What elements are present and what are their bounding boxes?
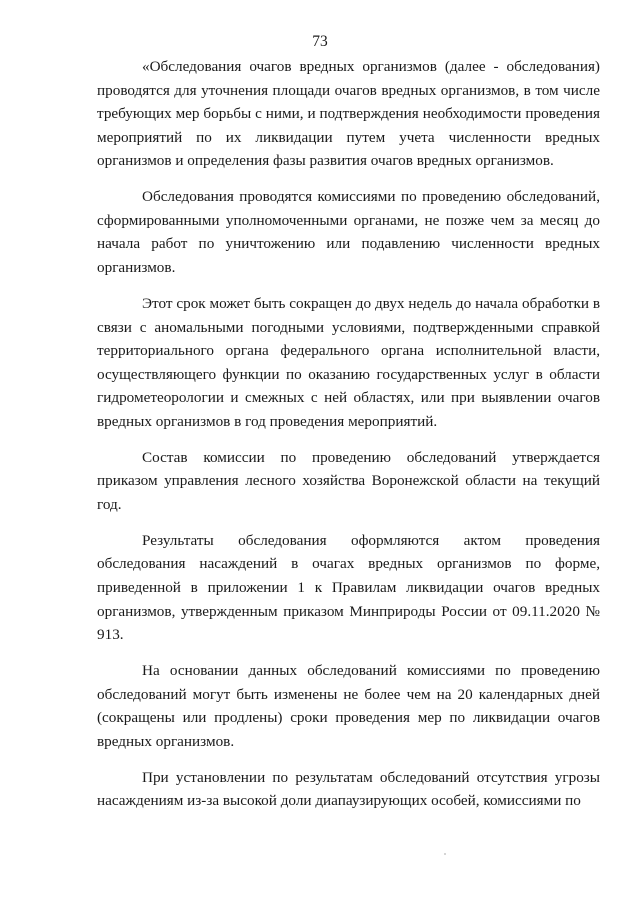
paragraph-survey-results: Результаты обследования оформляются актом проведения обследования насаждений в очагах вредных организмов по форме, приведенной в приложении 1 к Правилам ликвидации очагов вредных организмов, утвержденным приказом Минприроды России от 09.11.2020 № 913.	[97, 531, 600, 644]
paragraph-threat-absence: При установлении по результатам обследований отсутствия угрозы насаждениям из-за высокой доли диапаузирующих особей, комиссиями по	[97, 768, 600, 810]
paragraph-commission-composition: Состав комиссии по проведению обследований утверждается приказом управления лесного хозяйства Воронежской области на текущий год.	[97, 448, 600, 513]
paragraph-term-changes: На основании данных обследований комиссиями по проведению обследований могут быть изменены не более чем на 20 календарных дней (сокращены или продлены) сроки проведения мер по ликвидации очагов вредных организмов.	[97, 662, 600, 750]
paragraph-survey-purpose: «Обследования очагов вредных организмов (далее - обследования) проводятся для уточнения площади очагов вредных организмов, в том числе требующих мер борьбы с ними, и подтверждения необходимости проведения мероприятий по их ликвидации путем учета численности вредных организмов и определения фазы развития очагов вредных организмов.	[97, 58, 600, 170]
paragraph-survey-commissions: Обследования проводятся комиссиями по проведению обследований, сформированными уполномоченными органами, не позже чем за месяц до начала работ по уничтожению или подавлению численности вредных организмов.	[97, 188, 600, 277]
page-number: 73	[312, 33, 328, 50]
document-body	[97, 55, 600, 825]
scan-speck	[444, 853, 446, 855]
paragraph-term-reduction: Этот срок может быть сокращен до двух недель до начала обработки в связи с аномальными погодными условиями, подтвержденными справкой территориального органа федерального органа исполнительной власти, осуществляющего функции по оказанию государственных услуг в области гидрометеорологии и смежных с ней областях, или при выявлении очагов вредных организмов в год проведения мероприятий.	[97, 294, 600, 430]
